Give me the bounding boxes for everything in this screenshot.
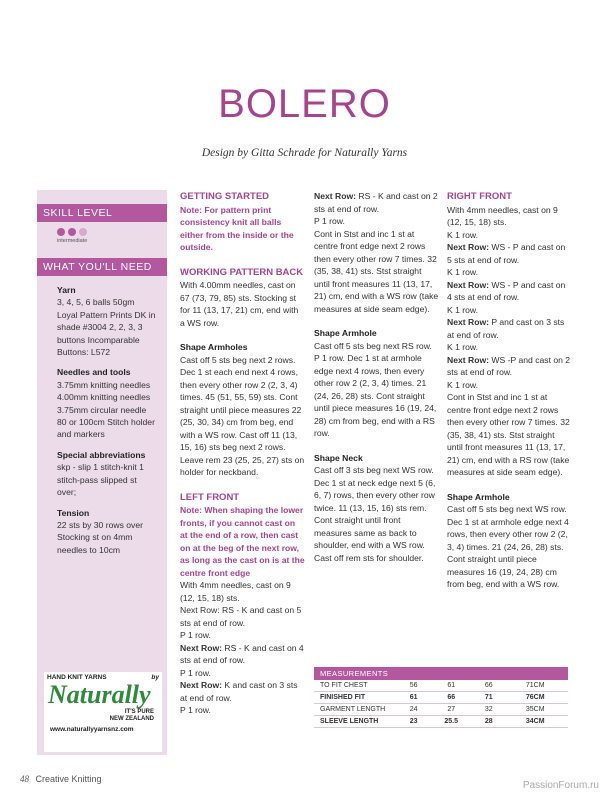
cell: 76CM <box>502 692 568 704</box>
getting-started-note: Note: For pattern print consistency knit all balls either from the inside or the outside. <box>180 204 294 252</box>
tension-text: 22 sts by 30 rows over Stocking st on 4mm needles to 10cm <box>57 519 143 555</box>
left-front-heading: LEFT FRONT <box>180 491 240 503</box>
cell: 71 <box>475 692 502 704</box>
right-shape-armhole-heading: Shape Armhole <box>447 491 510 502</box>
cell: 61 <box>427 680 475 692</box>
right-front-heading: RIGHT FRONT <box>447 191 512 202</box>
right-front-cast-on: With 4mm needles, cast on 9 (12, 15, 18) sts. <box>447 204 558 227</box>
page-footer <box>20 774 102 784</box>
skill-level-label: intermediate <box>57 238 88 244</box>
yarn-text: 3, 4, 5, 6 balls 50gm Loyal Pattern Prints DK in shade #3004 2, 2, 3, 3 buttons Incomparable Buttons: L572 <box>57 297 156 358</box>
cell: 27 <box>427 704 475 716</box>
cell: 34CM <box>502 716 568 728</box>
naturally-logo <box>44 672 162 752</box>
yarn-heading: Yarn <box>57 285 76 295</box>
cell: 24 <box>400 704 427 716</box>
cell: 66 <box>427 692 475 704</box>
left-shape-armhole-heading: Shape Armhole <box>314 328 377 338</box>
measurements-table <box>314 667 568 728</box>
shape-neck-heading: Shape Neck <box>314 452 363 463</box>
cell: 35CM <box>502 704 568 716</box>
left-front-next-label: Next Row: <box>180 642 223 653</box>
cell: 32 <box>475 704 502 716</box>
table-row <box>314 692 568 704</box>
table-row <box>314 704 568 716</box>
right-shape-armhole-text: Cast off 5 sts beg next WS row. Dec 1 st at armhole edge next 4 rows, then every other row 2 (2, 3, 4) times. 21 (24, 26, 28) sts. Cont straight until piece measures 16 (19, 24, 28) cm from beg, end with a WS row. <box>447 504 569 589</box>
designer-credit: Design by Gitta Schrade for Naturally Yarns <box>201 147 408 159</box>
col2-next-label: Next Row: <box>314 191 357 201</box>
shape-neck-text: Cast off 3 sts beg next WS row. Dec 1 st at neck edge next 5 (6, 6, 7) rows, then every other row twice. 11 (13, 15, 16) sts rem. Cont straight until front measures same as back to shoulder, end with a WS row. Cast off rem sts for shoulder. <box>314 465 436 563</box>
needles-text: 3.75mm knitting needles 4.00mm knitting needles 3.75mm circular needle 80 or 100cm Stitch holder and markers <box>57 379 155 440</box>
left-front-row1: Next Row: RS - K and cast on 5 sts at end of row. <box>180 605 302 628</box>
shape-armholes-text: Cast off 5 sts beg next 2 rows. Dec 1 st each end next 4 rows, then every other row 2 (2, 3, 4) times. 45 (51, 55, 59) sts. Cont straight until piece measures 22 (25, 30, 34) cm from beg, end with a WS row. Cast off 11 (13, 15, 16) sts beg next 2 rows. Leave rem 23 (25, 25, 27) sts on holder for neckband. <box>180 354 305 477</box>
abbreviations-heading: Special abbreviations <box>57 449 146 460</box>
page-number: 48 <box>20 774 29 784</box>
column-2 <box>314 190 439 576</box>
cell: 61 <box>400 692 427 704</box>
left-front-next2-label: Next Row: <box>180 680 223 690</box>
row-label: GARMENT LENGTH <box>314 704 400 716</box>
right-next1-label: Next Row: <box>447 242 490 252</box>
right-front-cont-text: Cont in Stst and inc 1 st at centre front edge next 2 rows then every other row 7 times. 32 (35, 38, 41) sts. Stst straight until front measures 11 (13, 17, 21) cm, end with a RS row (take measures at side seam edge). <box>447 392 570 477</box>
logo-brand: Naturally <box>48 680 151 709</box>
col2-p1: P 1 row. <box>314 216 345 226</box>
right-front-k3: K 1 row. <box>447 304 479 315</box>
cell: 28 <box>475 716 502 728</box>
tension-heading: Tension <box>57 507 90 518</box>
working-pattern-heading: WORKING PATTERN BACK <box>180 266 304 278</box>
right-front-k4: K 1 row. <box>447 342 479 352</box>
logo-tag1: IT'S PURE <box>124 709 154 715</box>
cell: 25.5 <box>427 716 475 728</box>
left-front-next2-text: K and cast on 3 sts at end of row. <box>180 680 298 703</box>
right-front-k1: K 1 row. <box>447 229 479 240</box>
row-label: SLEEVE LENGTH <box>314 716 400 728</box>
right-front-k2: K 1 row. <box>447 267 479 277</box>
right-front-k5: K 1 row. <box>447 379 479 390</box>
logo-tag2: NEW ZEALAND <box>109 716 154 722</box>
skill-level-heading: SKILL LEVEL <box>37 204 167 222</box>
pattern-title: BOLERO <box>218 82 391 126</box>
logo-by: by <box>151 674 159 681</box>
right-next2-label: Next Row: <box>447 279 490 290</box>
working-pattern-text: With 4.00mm needles, cast on 67 (73, 79, 85) sts. Stocking st for 11 (13, 17, 21) cm, end with a WS row. <box>180 280 299 328</box>
left-shape-armhole-text: Cast off 5 sts beg next RS row. P 1 row. Dec 1 st at armhole edge next 4 rows, then every other row 2 (2, 3, 4) times. 21 (24, 26, 28) sts. Cont straight until piece measures 16 (19, 24, 28) cm from beg, end with a RS row. <box>314 340 437 438</box>
right-next2-text: WS - P and cast on 4 sts at end of row. <box>447 279 566 302</box>
row-label: FINISHED FIT <box>314 692 400 704</box>
left-front-p3: P 1 row. <box>180 705 211 715</box>
cell: 23 <box>400 716 427 728</box>
right-next3-label: Next Row: <box>447 317 490 327</box>
left-front-p1: P 1 row. <box>180 630 211 640</box>
shape-armholes-heading: Shape Armholes <box>180 342 248 352</box>
yarn-balls-icon <box>57 228 147 236</box>
sidebar-requirements <box>37 190 167 755</box>
what-you-need-heading: WHAT YOU'LL NEED <box>37 258 167 276</box>
table-row <box>314 716 568 728</box>
magazine-name: Creative Knitting <box>35 774 102 784</box>
right-next3-text: P and cast on 3 sts at end of row. <box>447 317 565 340</box>
abbreviations-text: skp - slip 1 stitch-knit 1 stitch-pass slipped st over; <box>57 462 144 498</box>
skill-level-indicator <box>37 222 167 258</box>
measurements-heading: MEASUREMENTS <box>314 667 568 680</box>
col2-next-text: RS - K and cast on 2 sts at end of row. <box>314 191 438 214</box>
right-next1-text: WS - P and cast on 5 sts at end of row. <box>447 242 566 265</box>
col2-cont-text: Cont in Stst and inc 1 st at centre front edge next 2 rows then every other row 7 times. 32 (35, 38, 41) sts. Stst straight until front measures 11 (13, 17, 21) cm, end with a WS row (take measures at side seam edge). <box>314 228 439 314</box>
column-1 <box>180 190 305 717</box>
table-row <box>314 680 568 692</box>
watermark: PassionForum.ru <box>522 780 599 791</box>
column-3 <box>447 190 572 603</box>
right-next4-text: WS -P and cast on 2 sts at end of row. <box>447 354 571 377</box>
left-front-note: Note: When shaping the lower fronts, if you cannot cast on at the end of a row, then cast on at the beg of the next row, as long as the cast on is at the centre front edge <box>180 505 305 578</box>
cell: 66 <box>475 680 502 692</box>
row-label: TO FIT CHEST <box>314 680 400 692</box>
left-front-cast-on: With 4mm needles, cast on 9 (12, 15, 18) sts. <box>180 580 291 603</box>
left-front-p2: P 1 row. <box>180 667 211 678</box>
logo-top: HAND KNIT YARNS <box>47 674 107 681</box>
cell: 71CM <box>502 680 568 692</box>
needles-heading: Needles and tools <box>57 367 131 378</box>
right-next4-label: Next Row: <box>447 354 490 365</box>
getting-started-heading: GETTING STARTED <box>180 191 270 202</box>
left-front-next-text: RS - K and cast on 4 sts at end of row. <box>180 642 304 665</box>
logo-url: www.naturallyyarnsnz.com <box>50 726 134 733</box>
cell: 56 <box>400 680 427 692</box>
